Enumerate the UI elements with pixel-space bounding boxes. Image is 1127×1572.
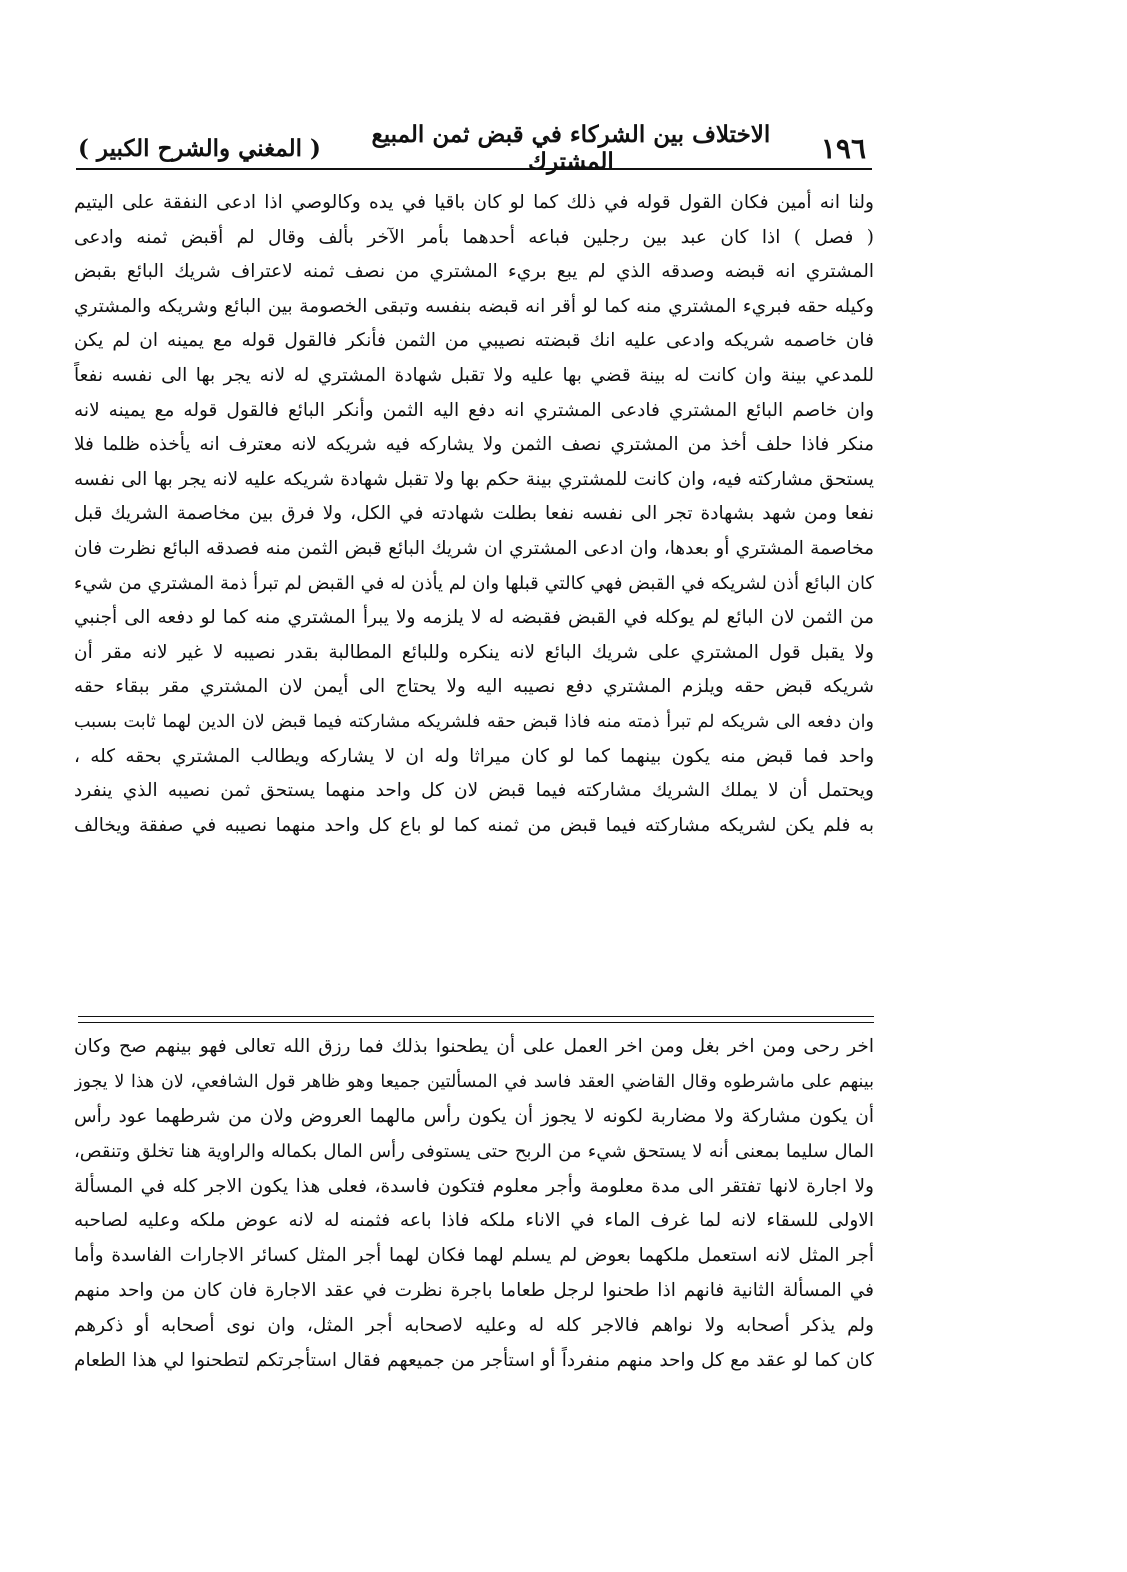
footnote-line: الاولى للسقاء لانه لما غرف الماء في الاناء ملكه فاذا باعه فثمنه له لانه عوض ملكه وعليه لصاحبه	[74, 1210, 874, 1232]
header-rule	[76, 168, 872, 170]
text-line: ( فصل ) اذا كان عبد بين رجلين فباعه أحدهما بأمر الآخر بألف وقال لم أقبض ثمنه وادعى	[74, 226, 874, 248]
footnote-line: أن يكون مشاركة ولا مضاربة لكونه لا يجوز أن يكون رأس مالهما العروض ولان من شرطهما عود رأس	[74, 1105, 874, 1127]
footnote-line: أجر المثل لانه استعمل ملكهما بعوض لم يسلم لهما فكان لهما أجر المثل كسائر الاجارات الفاسدة وأما	[74, 1245, 874, 1267]
footnote-line: ولا اجارة لانها تفتقر الى مدة معلومة وأجر معلوم فتكون فاسدة، فعلى هذا يكون الاجر كله في المسألة	[74, 1175, 874, 1197]
footnote-line: بينهم على ماشرطوه وقال القاضي العقد فاسد في المسألتين جميعا وهو ظاهر قول الشافعي، لان هذا لا يجوز	[74, 1071, 874, 1092]
text-line: المشتري انه قبضه وصدقه الذي لم يبع بريء المشتري من نصف ثمنه لاعتراف شريك البائع بقبض	[74, 261, 874, 283]
footnote-line: ولم يذكر أصحابه ولا نواهم فالاجر كله له وعليه لاصحابه أجر المثل، وان نوى أصحابه أو ذكرهم	[74, 1315, 874, 1337]
text-line: وان خاصم البائع المشتري فادعى المشتري انه دفع اليه الثمن وأنكر البائع فالقول قوله مع يمينه لانه	[74, 399, 874, 421]
text-line: شريكه قبض حقه ويلزم المشتري دفع نصيبه اليه ولا يحتاج الى أيمن لان المشتري مقر ببقاء حقه	[74, 676, 874, 698]
footnote-divider	[78, 1016, 874, 1023]
text-line: وان دفعه الى شريكه لم تبرأ ذمته منه فاذا قبض حقه فلشريكه مشاركته فيما قبض لان الدين لهما ثابت بسبب	[74, 711, 874, 732]
text-line: به فلم يكن لشريكه مشاركته فيما قبض من ثمنه كما لو باع كل واحد منهما نصيبه في صفقة ويخالف	[74, 814, 874, 836]
book-title: ( المغني والشرح الكبير )	[78, 134, 321, 162]
footnote-line: المال سليما بمعنى أنه لا يستحق شيء من الربح حتى يستوفى رأس المال بكماله والراوية هنا تخلق وتنقص،	[74, 1140, 874, 1162]
text-line: مخاصمة المشتري أو بعدها، وان ادعى المشتري ان شريك البائع قبض الثمن منه فصدقه البائع نظرت فان	[74, 537, 874, 559]
page-number: ١٩٦	[820, 131, 866, 165]
text-line: من الثمن لان البائع لم يوكله في القبض فقبضه له لا يلزمه ولا يبرأ المشتري منه كما لو دفعه الى أجنبي	[74, 607, 874, 629]
text-line: يستحق مشاركته فيه، وان كانت للمشتري بينة حكم بها ولا تقبل شهادة شريكه عليه لانه يجر بها الى نفسه	[74, 468, 874, 490]
page-title: الاختلاف بين الشركاء في قبض ثمن المبيع المشترك	[371, 121, 771, 175]
footnote-line: في المسألة الثانية فانهم اذا طحنوا لرجل طعاما باجرة نظرت في عقد الاجارة فان كان من واحد منهم	[74, 1280, 874, 1302]
page-header	[78, 121, 866, 175]
main-text	[74, 186, 874, 843]
footnote-line: كان كما لو عقد مع كل واحد منهم منفرداً أو استأجر من جميعهم فقال استأجرتكم لتطحنوا لي هذا الطعام	[74, 1350, 874, 1372]
text-line: نفعا ومن شهد بشهادة تجر الى نفسه نفعا بطلت شهادته في الكل، ولا فرق بين مخاصمة الشريك قبل	[74, 503, 874, 525]
text-line: ولنا انه أمين فكان القول قوله في ذلك كما لو كان باقيا في يده وكالوصي اذا ادعى النفقة على اليتيم	[74, 192, 874, 213]
footnote-line: اخر رحى ومن اخر بغل ومن اخر العمل على أن يطحنوا بذلك فما رزق الله تعالى فهو بينهم صح وكان	[74, 1036, 874, 1057]
text-line: منكر فاذا حلف أخذ من المشتري نصف الثمن ولا يشاركه فيه شريكه لانه معترف انه يأخذه ظلما فلا	[74, 434, 874, 456]
text-line: وكيله حقه فبريء المشتري منه كما لو أقر انه قبضه بنفسه وتبقى الخصومة بين البائع وشريكه والمشتري	[74, 295, 874, 317]
text-line: كان البائع أذن لشريكه في القبض فهي كالتي قبلها وان لم يأذن له في القبض لم تبرأ ذمة المشتري من شيء	[74, 572, 874, 594]
text-line: واحد فما قبض منه يكون بينهما كما لو كان ميراثا وله ان لا يشاركه ويطالب المشتري بحقه كله ،	[74, 745, 874, 767]
text-line: للمدعي بينة وان كانت له بينة قضي بها عليه ولا تقبل شهادة المشتري له لانه يجر بها الى نفسه نفعاً	[74, 364, 874, 386]
footnote-text	[74, 1030, 874, 1379]
text-line: فان خاصمه شريكه وادعى عليه انك قبضته نصيبي من الثمن فأنكر فالقول قوله مع يمينه ان لم يكن	[74, 330, 874, 352]
text-line: ويحتمل أن لا يملك الشريك مشاركته فيما قبض لان كل واحد منهما يستحق ثمن نصيبه الذي ينفرد	[74, 780, 874, 802]
text-line: ولا يقبل قول المشتري على شريك البائع لانه ينكره وللبائع المطالبة بقدر نصيبه لا غير لانه مقر أن	[74, 641, 874, 663]
